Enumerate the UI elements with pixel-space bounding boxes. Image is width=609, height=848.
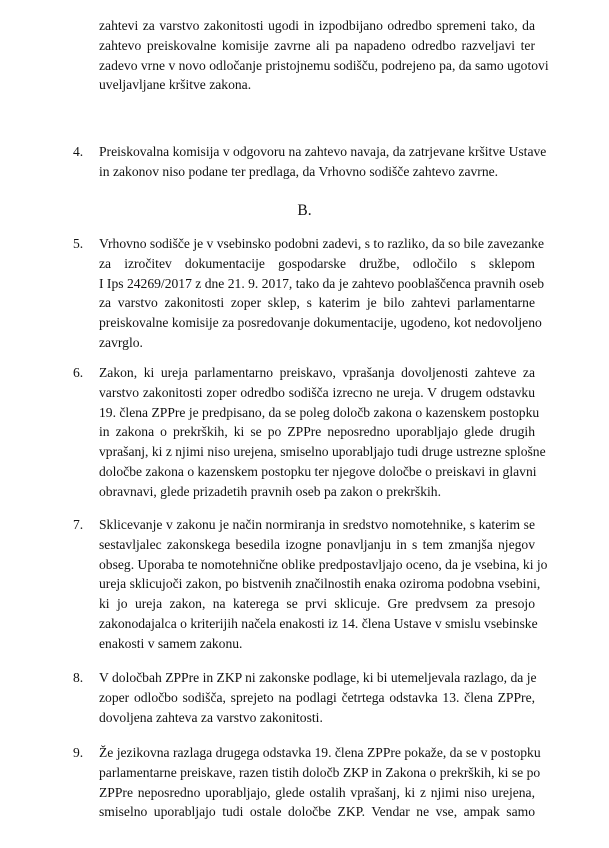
paragraph-line: zakonodajalca o kriterijih načela enakosti iz 14. člena Ustave v smislu vsebinske — [99, 616, 538, 631]
paragraph-line: ki jo ureja zakon, na katerega se prvi sklicuje. Gre predvsem za presojo — [99, 596, 535, 612]
paragraph-line: ureja sklicujoči zakon, po bistvenih značilnostih enaka oziroma podobna vsebini, — [99, 576, 541, 592]
paragraph-line: Preiskovalna komisija v odgovoru na zahtevo navaja, da zatrjevane kršitve Ustave — [99, 144, 547, 159]
paragraph-line: preiskovalne komisije za posredovanje dokumentacije, ugodeno, kot nedovoljeno — [99, 315, 542, 331]
paragraph-line: Vrhovno sodišče je v vsebinsko podobni zadevi, s to razliko, da so bile zavezanke — [99, 236, 545, 251]
paragraph-line: varstvo zakonitosti zoper odredbo sodišča izrecno ne ureja. V drugem odstavku — [99, 384, 535, 400]
paragraph-line: za varstvo zakonitosti zoper sklep, s katerim je bilo zahtevi parlamentarne — [99, 295, 535, 311]
paragraph-line: obravnavi, glede prizadetih pravnih oseb pa zakon o prekrških. — [99, 483, 441, 499]
paragraph-line: 19. člena ZPPre je predpisano, da se poleg določb zakona o kazenskem postopku — [99, 404, 540, 420]
paragraph-line: vprašanj, ki z njimi niso urejena, smiselno uporabljajo tudi druge ustrezne splošne — [99, 444, 546, 460]
paragraph-line: in zakona o prekrških, ki se po ZPPre neposredno uporabljajo glede drugih — [99, 424, 535, 440]
paragraph-number: 8. — [73, 670, 84, 685]
paragraph-line: enakosti v samem zakonu. — [99, 635, 243, 651]
paragraph-line: za izročitev dokumentacije gospodarske družbe, odločilo s sklepom — [99, 255, 535, 271]
section-heading: B. — [297, 202, 312, 219]
paragraph-line: I Ips 24269/2017 z dne 21. 9. 2017, tako da je zahtevo pooblaščenca pravnih oseb — [99, 275, 545, 291]
paragraph-line: Že jezikovna razlaga drugega odstavka 19. člena ZPPre pokaže, da se v postopku — [99, 745, 541, 760]
paragraph-line: določbe zakona o kazenskem postopku ter njegove določbe o preiskavi in glavni — [99, 464, 537, 479]
paragraph-line: in zakonov niso podane ter predlaga, da Vrhovno sodišče zahtevo zavrne. — [99, 163, 499, 179]
paragraph-line: zoper odločbo sodišča, sprejeto na podlagi četrtega odstavka 13. člena ZPPre, — [99, 689, 535, 705]
paragraph-number: 9. — [73, 745, 84, 760]
paragraph-line: parlamentarne preiskave, razen tistih določb ZKP in Zakona o prekrških, ki se po — [99, 764, 541, 780]
paragraph-line: sestavljalec zakonskega besedila izogne ponavljanju in s tem zmanjša njegov — [99, 536, 535, 552]
paragraph-number: 4. — [73, 144, 84, 159]
paragraph-line: zadevo vrne v novo odločanje pristojnemu sodišču, podrejeno pa, da samo ugotovi — [99, 57, 549, 73]
paragraph-line: dovoljena zahteva za varstvo zakonitosti. — [99, 709, 323, 725]
paragraph-line: zavrglo. — [99, 335, 143, 350]
paragraph-line: smiselno uporabljajo tudi ostale določbe ZKP. Vendar ne vse, ampak samo — [99, 804, 535, 820]
paragraph-line: Zakon, ki ureja parlamentarno preiskavo, vprašanja dovoljenosti zahteve za — [99, 365, 535, 380]
paragraph-number: 7. — [73, 517, 84, 532]
paragraph-line: ZPPre neposredno uporabljajo, glede ostalih vprašanj, ki z njimi niso urejena, — [99, 784, 535, 800]
paragraph-number: 6. — [73, 365, 84, 380]
paragraph-line: V določbah ZPPre in ZKP ni zakonske podlage, ki bi utemeljevala razlago, da je — [99, 670, 537, 685]
paragraph-line: zahtevi za varstvo zakonitosti ugodi in izpodbijano odredbo spremeni tako, da — [99, 18, 535, 33]
paragraph-line: uveljavljane kršitve zakona. — [99, 77, 252, 93]
paragraph-number: 5. — [73, 236, 84, 251]
paragraph-line: zahtevo preiskovalne komisije zavrne ali pa napadeno odredbo razveljavi ter — [99, 37, 535, 53]
paragraph-line: Sklicevanje v zakonu je način normiranja in sredstvo nomotehnike, s katerim se — [99, 517, 535, 532]
paragraph-line: obseg. Uporaba te nomotehnične oblike predpostavljajo oceno, da je vsebina, ki jo — [99, 556, 548, 572]
